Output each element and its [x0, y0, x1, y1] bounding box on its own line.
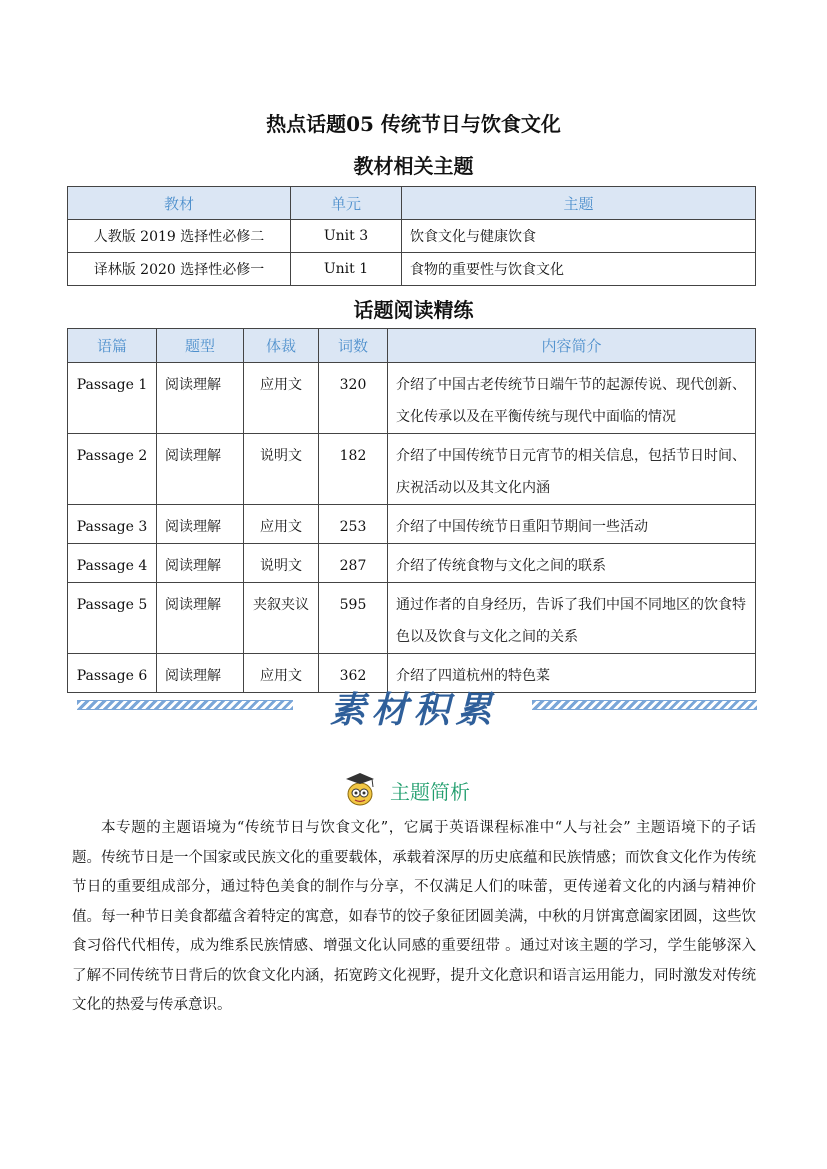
- table-cell: 介绍了四道杭州的特色菜: [388, 654, 756, 693]
- section-title-textbook: 教材相关主题: [353, 154, 474, 178]
- document-title: 热点话题05 传统节日与饮食文化: [266, 112, 561, 136]
- header-cell: 体裁: [244, 329, 319, 363]
- table-cell: 说明文: [244, 434, 319, 505]
- table-cell: 饮食文化与健康饮食: [402, 220, 756, 253]
- table-cell: 595: [319, 583, 388, 654]
- table-cell: 320: [319, 363, 388, 434]
- table-row: [68, 434, 756, 505]
- header-cell: 单元: [291, 187, 402, 220]
- banner-title: 素材积累: [329, 689, 498, 731]
- table-cell: Passage 3: [68, 505, 157, 544]
- table-cell: Unit 1: [291, 253, 402, 286]
- reading-table: [67, 328, 756, 693]
- table-cell: 253: [319, 505, 388, 544]
- analysis-paragraph: 本专题的主题语境为“传统节日与饮食文化”，它属于英语课程标准中“人与社会” 主题语境下的子话题。传统节日是一个国家或民族文化的重要载体，承载着深厚的历史底蕴和民族情感；而饮食文化作为传统节日的重要组成部分，通过特色美食的制作与分享，不仅满足人们的味蕾，更传递着文化的内涵与精神价值。每一种节日美食都蕴含着特定的寓意，如春节的饺子象征团圆美满，中秋的月饼寓意阖家团圆，这些饮食习俗代代相传，成为维系民族情感、增强文化认同感的重要纽带 。通过对该主题的学习，学生能够深入了解不同传统节日背后的饮食文化内涵，拓宽跨文化视野，提升文化意识和语言运用能力，同时激发对传统文化的热爱与传承意识。: [72, 820, 756, 1013]
- table-cell: 362: [319, 654, 388, 693]
- table-cell: 阅读理解: [157, 434, 244, 505]
- header-cell: 内容简介: [388, 329, 756, 363]
- banner-stripes-right: [532, 700, 757, 710]
- table-cell: 应用文: [244, 363, 319, 434]
- subheading-text: 主题简析: [390, 780, 470, 804]
- table-cell: 阅读理解: [157, 583, 244, 654]
- table-cell: 阅读理解: [157, 544, 244, 583]
- section-title-reading: 话题阅读精练: [353, 298, 474, 322]
- header-cell: 教材: [68, 187, 291, 220]
- table-cell: Passage 6: [68, 654, 157, 693]
- table-header-row: [68, 329, 756, 363]
- scholar-bee-icon: [340, 770, 380, 810]
- table-cell: 阅读理解: [157, 505, 244, 544]
- table-row: [68, 363, 756, 434]
- table-cell: Unit 3: [291, 220, 402, 253]
- table-header-row: [68, 187, 756, 220]
- table-cell: 介绍了中国传统节日元宵节的相关信息，包括节日时间、庆祝活动以及其文化内涵: [388, 434, 756, 505]
- table-cell: 说明文: [244, 544, 319, 583]
- table-cell: 通过作者的自身经历，告诉了我们中国不同地区的饮食特色以及饮食与文化之间的关系: [388, 583, 756, 654]
- table-cell: 译林版 2020 选择性必修一: [68, 253, 291, 286]
- table-cell: 应用文: [244, 505, 319, 544]
- table-cell: Passage 2: [68, 434, 157, 505]
- header-cell: 词数: [319, 329, 388, 363]
- table-cell: Passage 5: [68, 583, 157, 654]
- table-cell: 287: [319, 544, 388, 583]
- table-cell: 阅读理解: [157, 363, 244, 434]
- table-cell: 应用文: [244, 654, 319, 693]
- table-row: [68, 583, 756, 654]
- table-cell: Passage 1: [68, 363, 157, 434]
- table-row: [68, 505, 756, 544]
- table-cell: 人教版 2019 选择性必修二: [68, 220, 291, 253]
- table-cell: 182: [319, 434, 388, 505]
- table-cell: 夹叙夹议: [244, 583, 319, 654]
- table-cell: 介绍了传统食物与文化之间的联系: [388, 544, 756, 583]
- header-cell: 语篇: [68, 329, 157, 363]
- header-cell: 题型: [157, 329, 244, 363]
- table-cell: 食物的重要性与饮食文化: [402, 253, 756, 286]
- table-row: [68, 544, 756, 583]
- table-cell: Passage 4: [68, 544, 157, 583]
- header-cell: 主题: [402, 187, 756, 220]
- section-banner: [0, 682, 827, 732]
- table-cell: 介绍了中国古老传统节日端午节的起源传说、现代创新、文化传承以及在平衡传统与现代中面临的情况: [388, 363, 756, 434]
- textbook-table: [67, 186, 756, 286]
- table-cell: 阅读理解: [157, 654, 244, 693]
- table-cell: 介绍了中国传统节日重阳节期间一些活动: [388, 505, 756, 544]
- table-row: [68, 220, 756, 253]
- table-row: [68, 253, 756, 286]
